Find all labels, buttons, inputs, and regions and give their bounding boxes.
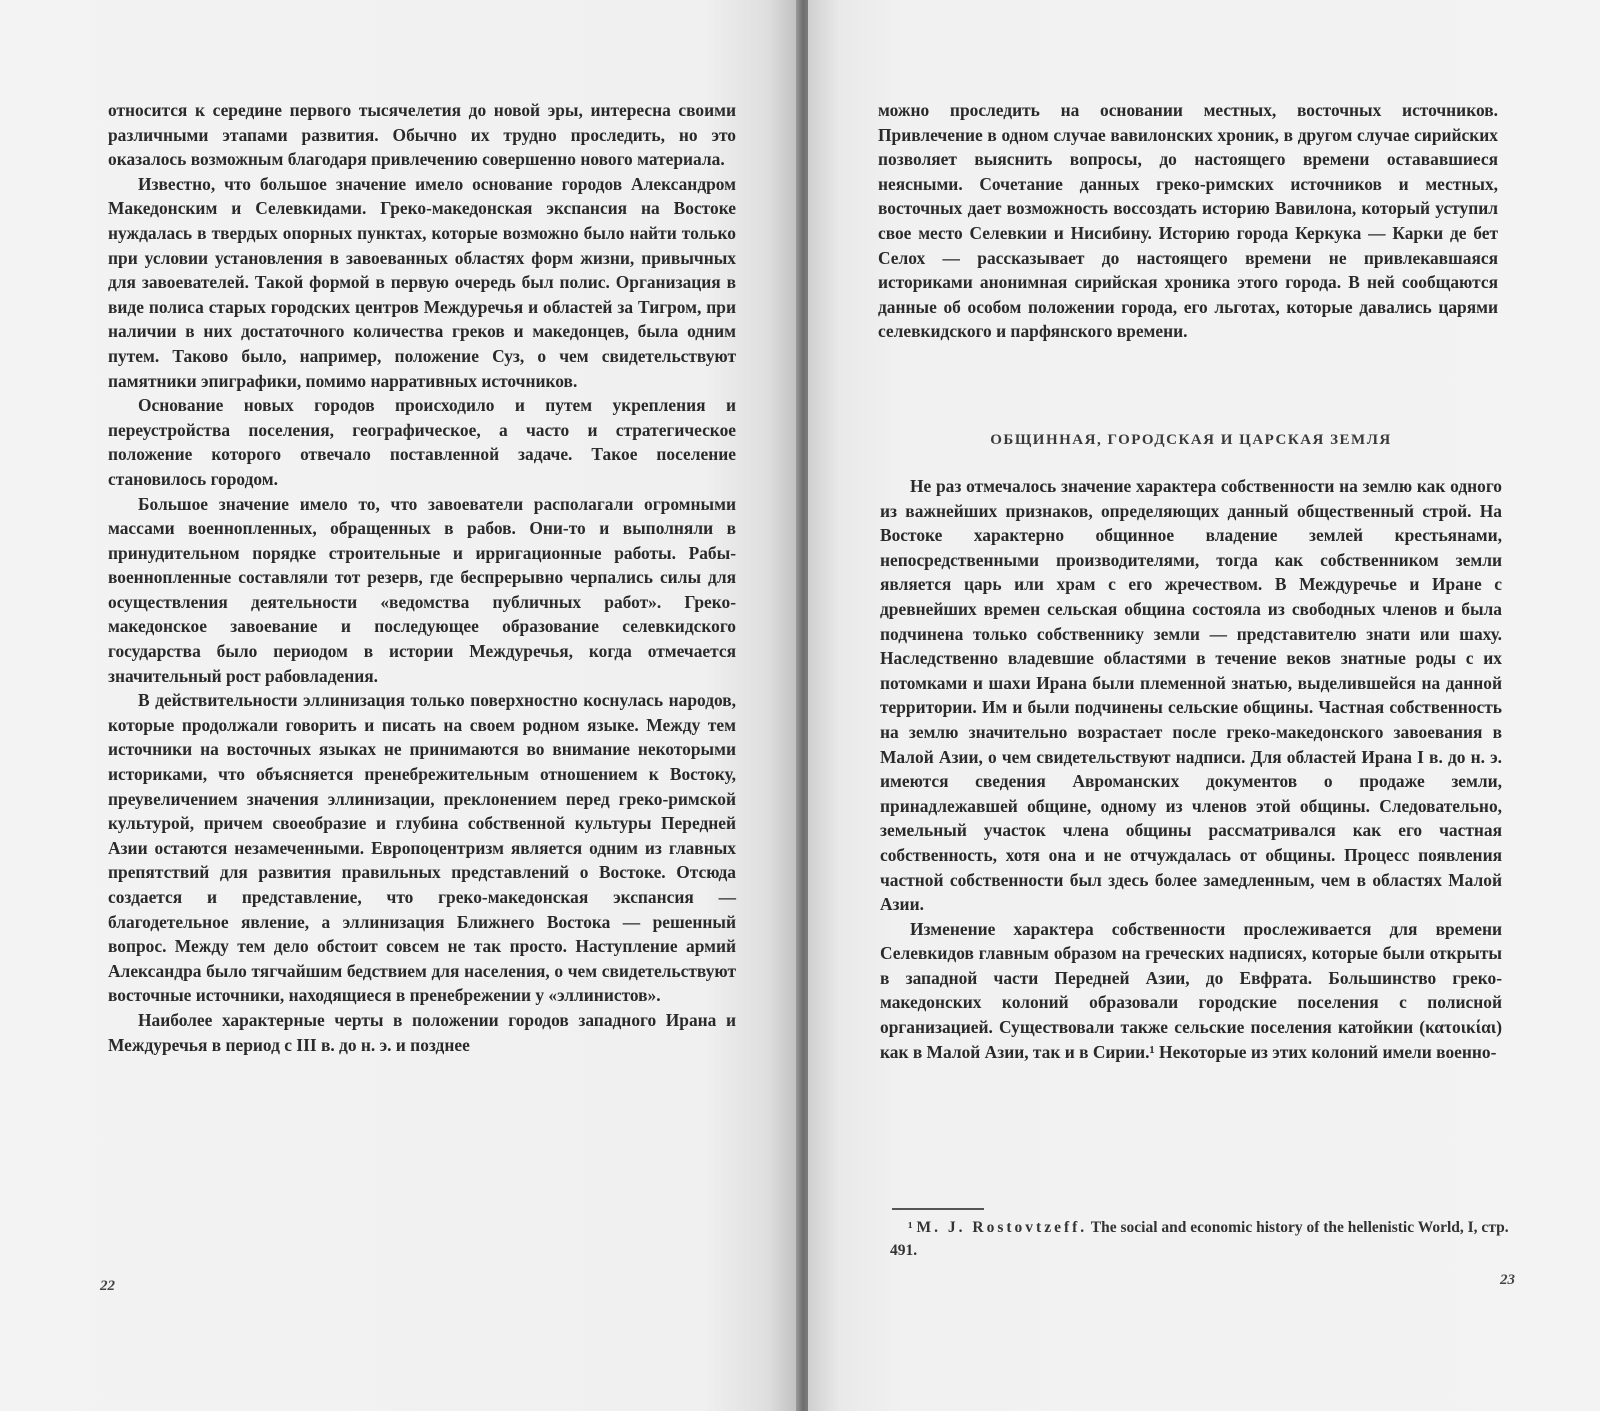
right-page-top-text — [878, 98, 1498, 344]
paragraph: можно проследить на основании местных, восточных источников. Привлечение в одном случае вавилонских хроник, в другом случае сирийских позволяет выяснить вопросы, до настоящего времени остававшиеся неясными. Сочетание данных греко-римских источников и местных, восточных дает возможность воссоздать историю Вавилона, который уступил свое место Селевкии и Нисибину. Историю города Керкука — Карки де бет Селох — рассказывает до настоящего времени не привлекавшаяся историками анонимная сирийская хроника этого города. В ней сообщаются данные об особом положении города, его льготах, которые давались царями селевкидского и парфянского времени. — [878, 100, 1498, 342]
right-page-main-text — [880, 474, 1502, 1064]
section-heading: ОБЩИННАЯ, ГОРОДСКАЯ И ЦАРСКАЯ ЗЕМЛЯ — [990, 432, 1392, 448]
footnote-divider — [892, 1208, 984, 1210]
paragraph: Основание новых городов происходило и путем укрепления и переустройства поселения, географическое, а часто и стратегическое положение которого отвечало поставленной задаче. Такое поселение становилось городом. — [108, 395, 736, 489]
paragraph: относится к середине первого тысячелетия до новой эры, интересна своими различными этапами развития. Обычно их трудно проследить, но это оказалось возможным благодаря привлечению совершенно нового материала. — [108, 100, 736, 170]
footnote-marker: ¹ — [908, 1219, 913, 1236]
paragraph: Большое значение имело то, что завоеватели располагали огромными массами военнопленных, обращенных в рабов. Они-то и выполняли в принудительном порядке строительные и ирригационные работы. Рабы-военнопленные составляли тот резерв, где беспрерывно черпались силы для осуществления деятельности «ведомства публичных работ». Греко-македонское завоевание и последующее образование селевкидского государства было периодом в истории Междуречья, когда отмечается значительный рост рабовладения. — [108, 493, 736, 686]
left-page-text — [108, 98, 736, 1057]
page-number: 23 — [1500, 1272, 1515, 1288]
paragraph: Не раз отмечалось значение характера собственности на землю как одного из важнейших признаков, определяющих данный общественный строй. На Востоке характерно общинное владение землей крестьянами, непосредственными производителями, тогда как собственником земли является царь или храм с его жречеством. В Междуречье и Иране с древнейших времен сельская община состояла из свободных членов и была подчинена только собственнику земли — представителю знати или шаху. Наследственно владевшие областями в течение веков знатные роды с их потомками и шахи Ирана были племенной знатью, выделившейся на данной территории. Им и были подчинены сельские общины. Частная собственность на землю значительно возрастает после греко-македонского завоевания в Малой Азии, о чем свидетельствуют надписи. Для областей Ирана I в. до н. э. имеются сведения Авроманских документов о продаже земли, принадлежавшей общине, одному из членов этой общины. Следовательно, земельный участок члена общины рассматривался как его частная собственность, хотя она и не отчуждалась от общины. Процесс появления частной собственности был здесь более замедленным, чем в областях Малой Азии. — [880, 476, 1502, 915]
page-number: 22 — [100, 1278, 115, 1294]
paragraph: Наиболее характерные черты в положении городов западного Ирана и Междуречья в период с III в. до н. э. и позднее — [108, 1009, 736, 1055]
paragraph: Изменение характера собственности прослеживается для времени Селевкидов главным образом на греческих надписях, которые были открыты в западной части Передней Азии, до Евфрата. Большинство греко-македонских колоний образовали городские поселения с полисной организацией. Существовали также сельские поселения катойкии (κατοικίαι) как в Малой Азии, так и в Сирии.¹ Некоторые из этих колоний имели военно- — [880, 918, 1502, 1062]
footnote-author: M. J. Rostovtzeff. — [916, 1219, 1088, 1236]
footnote — [890, 1216, 1512, 1262]
footnote-text: The social and economic history of the hellenistic World, I, стр. 491. — [890, 1219, 1509, 1259]
paragraph: В действительности эллинизация только поверхностно коснулась народов, которые продолжали говорить и писать на своем родном языке. Между тем источники на восточных языках не принимаются во внимание некоторыми историками, что объясняется пренебрежительным отношением к Востоку, преувеличением значения эллинизации, преклонением перед греко-римской культурой, причем своеобразие и глубина собственной культуры Передней Азии остаются незамеченными. Европоцентризм является одним из главных препятствий для развития правильных представлений о Востоке. Отсюда создается и представление, что греко-македонская экспансия — благодетельное явление, а эллинизация Ближнего Востока — решенный вопрос. Между тем дело обстоит совсем не так просто. Наступление армий Александра было тягчайшим бедствием для населения, о чем свидетельствуют восточные источники, находящиеся в пренебрежении у «эллинистов». — [108, 690, 736, 1006]
paragraph: Известно, что большое значение имело основание городов Александром Македонским и Селевкидами. Греко-македонская экспансия на Востоке нуждалась в твердых опорных пунктах, которые возможно было найти только при условии установления в завоеванных областях форм жизни, привычных для завоевателей. Такой формой в первую очередь был полис. Организация в виде полиса старых городских центров Междуречья и областей за Тигром, при наличии в них достаточного количества греков и македонцев, была одним путем. Таково было, например, положение Суз, о чем свидетельствуют памятники эпиграфики, помимо нарративных источников. — [108, 173, 736, 391]
